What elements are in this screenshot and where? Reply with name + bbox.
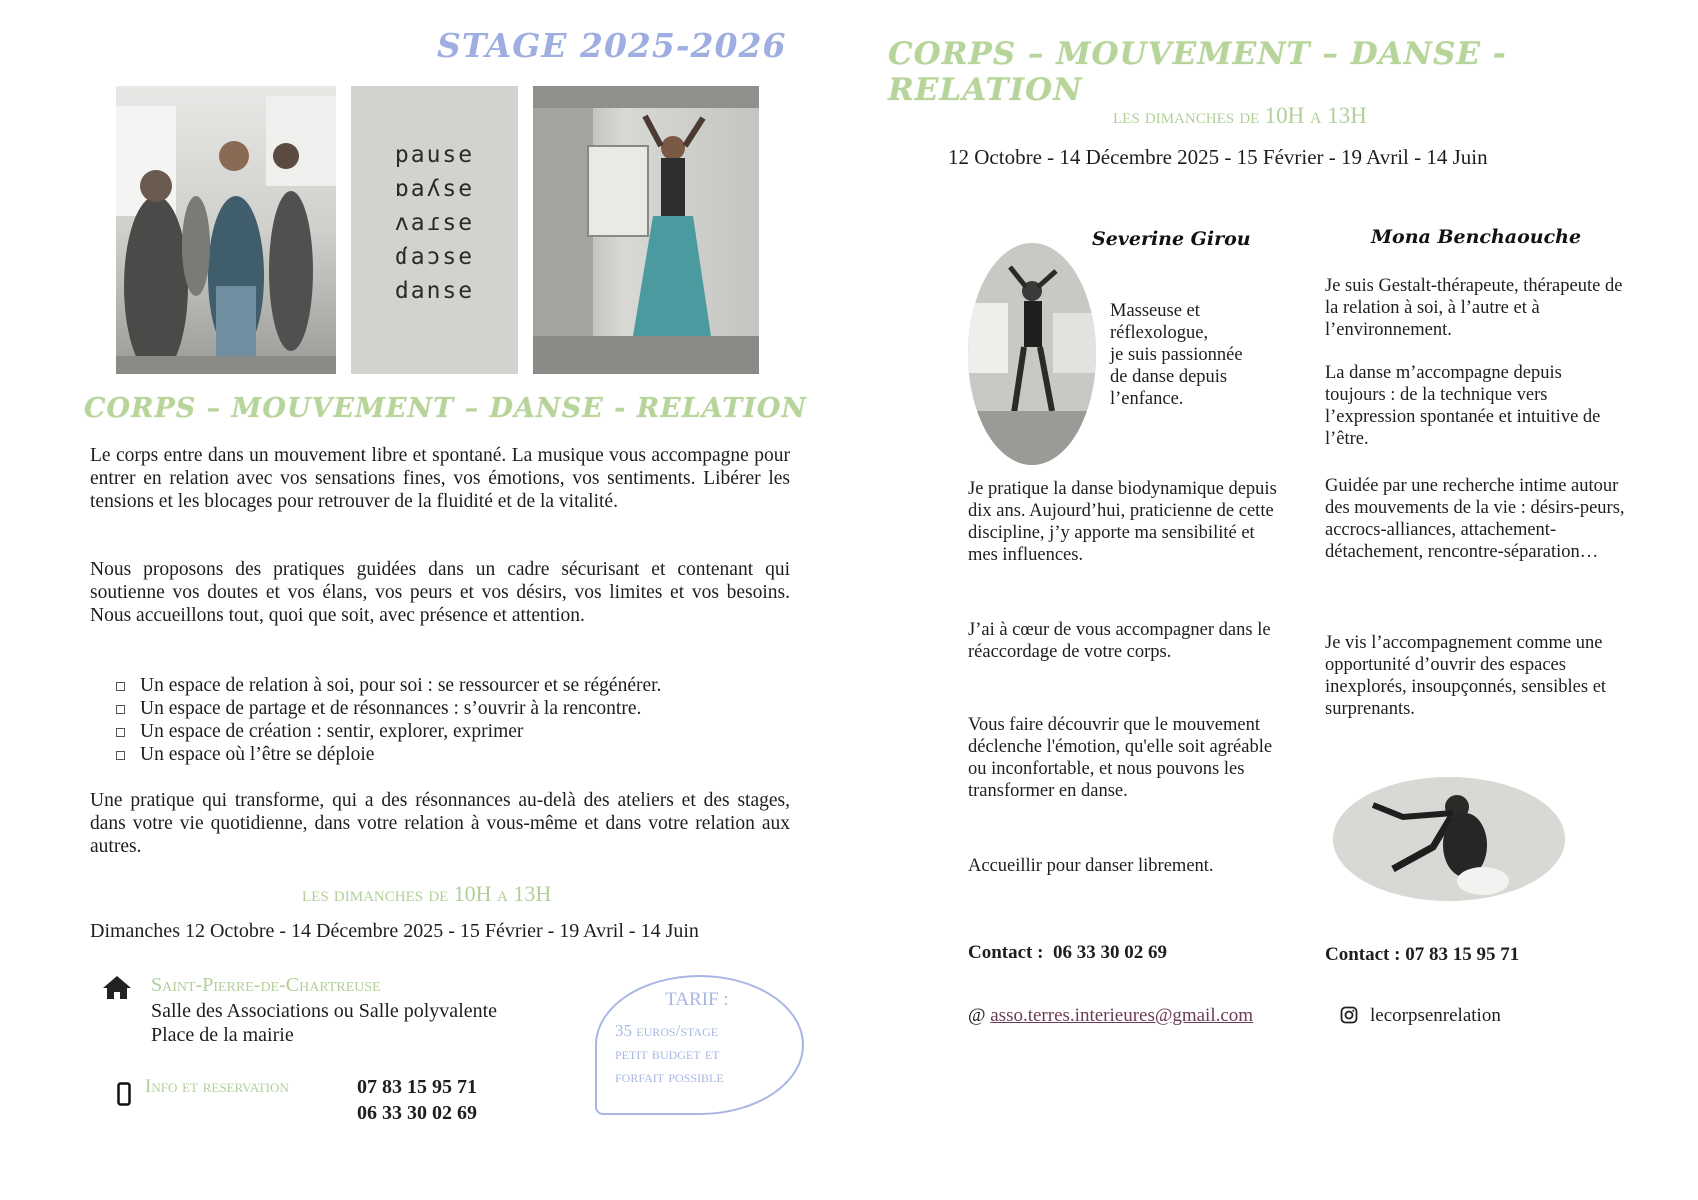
left-paragraph-3: Une pratique qui transforme, qui a des résonnances au-delà des ateliers et des stages, dans votre vie quotidienne, dans votre relation à vous-même et dans votre relation aux autres. <box>90 790 790 857</box>
mona-paragraph-2: La danse m’accompagne depuis toujours : de la technique vers l’expression spontanée et intuitive de l’être. <box>1325 363 1601 449</box>
mona-contact: Contact : 07 83 15 95 71 <box>1325 944 1520 965</box>
square-bullet-icon <box>116 682 125 691</box>
phone-1[interactable]: 07 83 15 95 71 <box>357 1076 477 1098</box>
group-dance-photo <box>116 86 336 374</box>
right-title: CORPS – MOUVEMENT – DANSE - RELATION <box>888 36 1507 108</box>
left-paragraph-1: Le corps entre dans un mouvement libre et spontané. La musique vous accompagne pour entrer en relation avec vos sensations fines, vos émotions, vos sentiments. Libérer les tensions et les blocages pour retrouver de la fluidité et de la vitalité. <box>90 445 790 512</box>
left-sundays-heading: les dimanches de 10H a 13H <box>302 881 552 906</box>
tarif-bubble <box>595 975 804 1115</box>
severine-intro: Masseuse et réflexologue, je suis passionnée de danse depuis l’enfance. <box>1110 301 1243 409</box>
right-dates: 12 Octobre - 14 Décembre 2025 - 15 Février - 19 Avril - 14 Juin <box>948 145 1488 169</box>
mona-phone[interactable]: 07 83 15 95 71 <box>1405 944 1520 965</box>
place-line-1: Salle des Associations ou Salle polyvalente <box>151 1000 498 1022</box>
severine-phone[interactable]: 06 33 30 02 69 <box>1052 942 1167 963</box>
mona-photo <box>1333 777 1565 901</box>
card-word-1: pause <box>394 142 475 168</box>
feature-list <box>90 674 810 766</box>
solo-dancer-photo <box>533 86 759 374</box>
tarif-price: 35 euros/stage <box>615 1021 719 1040</box>
email-link[interactable]: asso.terres.interieures@gmail.com <box>990 1005 1254 1026</box>
right-sundays-heading: les dimanches de 10H a 13H <box>1113 103 1367 128</box>
tarif-line-2: petit budget et <box>615 1044 720 1063</box>
left-dates: Dimanches 12 Octobre - 14 Décembre 2025 - 15 Février - 19 Avril - 14 Juin <box>90 920 699 942</box>
at-icon: @ <box>968 1005 986 1026</box>
tarif-line-3: forfait possible <box>615 1067 724 1086</box>
list-item: Un espace de création : sentir, explorer, exprimer <box>90 720 810 743</box>
mona-paragraph-1: Je suis Gestalt-thérapeute, thérapeute de la relation à soi, à l’autre et à l’environnement. <box>1325 276 1623 340</box>
card-word-5: danse <box>394 278 475 304</box>
severine-paragraph-2: J’ai à cœur de vous accompagner dans le réaccordage de votre corps. <box>968 620 1271 662</box>
card-word-4: ɗaɔse <box>394 244 475 270</box>
mobile-phone-icon <box>117 1082 131 1106</box>
pause-danse-card <box>351 86 518 374</box>
severine-paragraph-3: Vous faire découvrir que le mouvement déclenche l'émotion, qu'elle soit agréable ou inconfortable, et nous pouvons les transformer en danse. <box>968 715 1273 801</box>
severine-paragraph-1: Je pratique la danse biodynamique depuis dix ans. Aujourd’hui, praticienne de cette discipline, j’y apporte ma sensibilité et mes influences. <box>968 479 1277 565</box>
list-item: Un espace de relation à soi, pour soi : se ressourcer et se régénérer. <box>90 674 810 697</box>
instagram-icon <box>1340 1006 1358 1024</box>
phone-2[interactable]: 06 33 30 02 69 <box>357 1102 477 1124</box>
tarif-title: TARIF : <box>665 989 729 1010</box>
place-line-2: Place de la mairie <box>151 1024 294 1046</box>
mona-name: Mona Benchaouche <box>1371 226 1582 248</box>
card-word-2: ɒaʎse <box>394 176 475 202</box>
list-item: Un espace de partage et de résonnances : s’ouvrir à la rencontre. <box>90 697 810 720</box>
severine-contact: Contact : 06 33 30 02 69 <box>968 942 1167 963</box>
mona-paragraph-3: Guidée par une recherche intime autour des mouvements de la vie : désirs-peurs, accrocs-alliances, attachement-détachement, rencontre-séparation… <box>1325 476 1625 562</box>
home-icon <box>102 974 132 1000</box>
mona-paragraph-4: Je vis l’accompagnement comme une opportunité d’ouvrir des espaces inexplorés, insoupçonnés, sensibles et surprenants. <box>1325 633 1607 719</box>
info-reservation-label: Info et reservation <box>145 1076 289 1097</box>
square-bullet-icon <box>116 751 125 760</box>
square-bullet-icon <box>116 728 125 737</box>
place-name: Saint-Pierre-de-Chartreuse <box>151 974 381 996</box>
left-paragraph-2: Nous proposons des pratiques guidées dans un cadre sécurisant et contenant qui soutienne vos doutes et vos élans, vos peurs et vos désirs, vos limites et vos besoins. Nous accueillons tout, quoi que soit, avec présence et attention. <box>90 559 790 626</box>
instagram-handle[interactable]: lecorpsenrelation <box>1370 1005 1501 1026</box>
list-item: Un espace où l’être se déploie <box>90 743 810 766</box>
severine-paragraph-4: Accueillir pour danser librement. <box>968 856 1214 876</box>
severine-photo <box>968 243 1096 465</box>
card-word-3: ʌaɾse <box>394 210 475 236</box>
stage-title: STAGE 2025-2026 <box>437 26 787 65</box>
severine-name: Severine Girou <box>1092 228 1251 250</box>
square-bullet-icon <box>116 705 125 714</box>
email-line <box>968 1004 1253 1027</box>
left-subtitle: CORPS – MOUVEMENT – DANSE - RELATION <box>84 393 808 424</box>
